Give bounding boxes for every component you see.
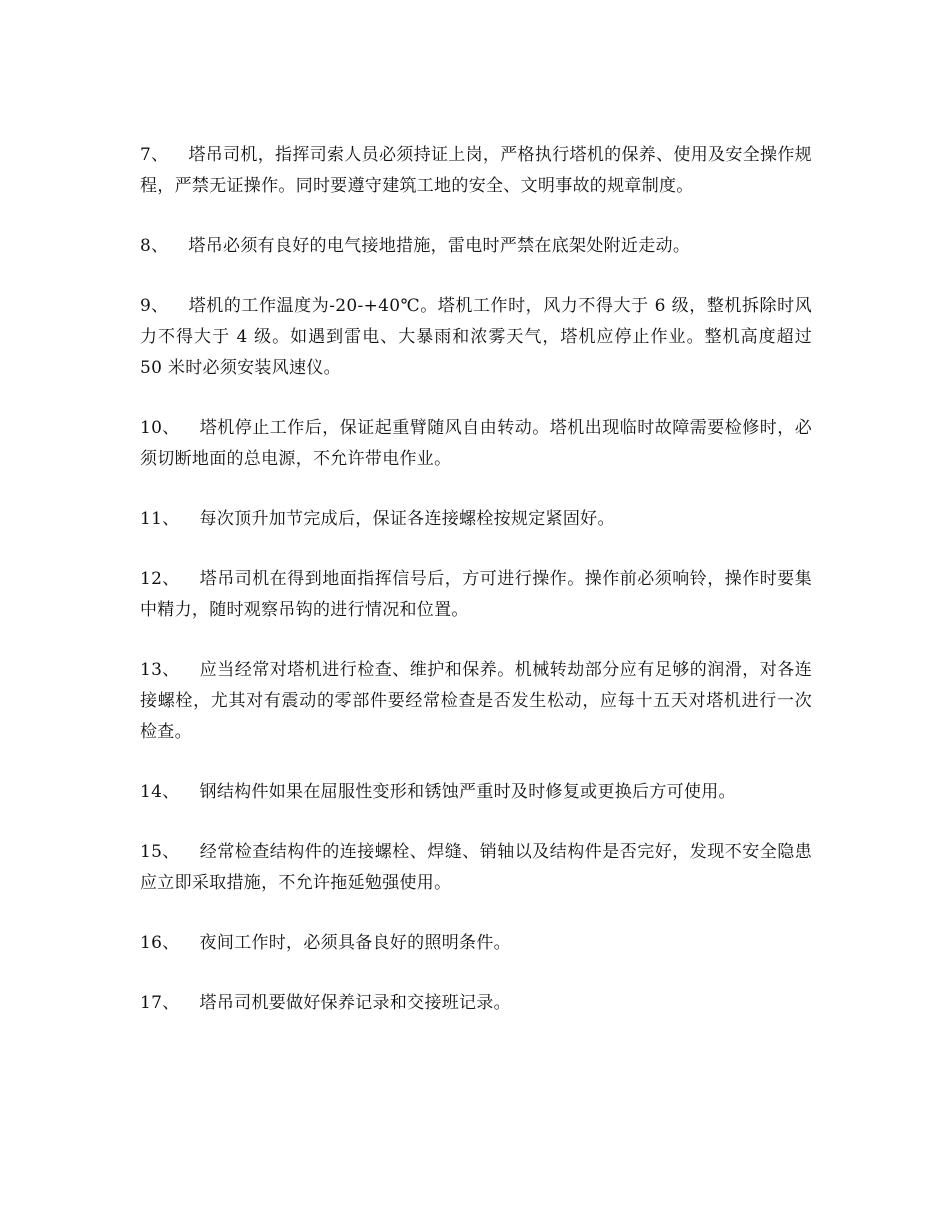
list-item-15: [140, 837, 812, 899]
item-number: 11、: [140, 509, 180, 529]
item-number: 7、: [140, 145, 169, 165]
item-number: 15、: [140, 842, 180, 862]
document-body: [140, 140, 812, 1048]
list-item-14: [140, 777, 812, 808]
item-text: 塔机的工作温度为-20-+40℃。塔机工作时，风力不得大于 6 级，整机拆除时风力不得大于 4 级。如遇到雷电、大暴雨和浓雾天气，塔机应停止作业。整机高度超过 50 米时必须安装风速仪。: [140, 296, 812, 378]
item-text: 经常检查结构件的连接螺栓、焊缝、销轴以及结构件是否完好，发现不安全隐患应立即采取措施，不允许拖延勉强使用。: [140, 842, 812, 893]
item-number: 10、: [140, 418, 180, 438]
item-text: 塔机停止工作后，保证起重臂随风自由转动。塔机出现临时故障需要检修时，必须切断地面的总电源，不允许带电作业。: [140, 418, 812, 469]
item-text: 塔吊司机在得到地面指挥信号后，方可进行操作。操作前必须响铃，操作时要集中精力，随时观察吊钩的进行情况和位置。: [140, 569, 812, 620]
list-item-10: [140, 413, 812, 475]
list-item-17: [140, 988, 812, 1019]
list-item-11: [140, 504, 812, 535]
item-text: 塔吊司机要做好保养记录和交接班记录。: [199, 993, 511, 1013]
item-number: 9、: [140, 296, 169, 316]
item-number: 17、: [140, 993, 180, 1013]
list-item-8: [140, 231, 812, 262]
list-item-7: [140, 140, 812, 202]
list-item-9: [140, 291, 812, 384]
item-number: 16、: [140, 933, 180, 953]
item-text: 钢结构件如果在屈服性变形和锈蚀严重时及时修复或更换后方可使用。: [199, 782, 736, 802]
item-number: 14、: [140, 782, 180, 802]
item-number: 8、: [140, 236, 169, 256]
item-text: 塔吊司机，指挥司索人员必须持证上岗，严格执行塔机的保养、使用及安全操作规程，严禁无证操作。同时要遵守建筑工地的安全、文明事故的规章制度。: [140, 145, 812, 196]
item-text: 夜间工作时，必须具备良好的照明条件。: [199, 933, 511, 953]
item-text: 应当经常对塔机进行检查、维护和保养。机械转劫部分应有足够的润滑，对各连接螺栓，尤其对有震动的零部件要经常检查是否发生松动，应每十五天对塔机进行一次检查。: [140, 660, 812, 742]
item-number: 12、: [140, 569, 180, 589]
list-item-13: [140, 655, 812, 748]
item-text: 每次顶升加节完成后，保证各连接螺栓按规定紧固好。: [199, 509, 615, 529]
item-text: 塔吊必须有良好的电气接地措施，雷电时严禁在底架处附近走动。: [188, 236, 691, 256]
list-item-12: [140, 564, 812, 626]
item-number: 13、: [140, 660, 180, 680]
list-item-16: [140, 928, 812, 959]
